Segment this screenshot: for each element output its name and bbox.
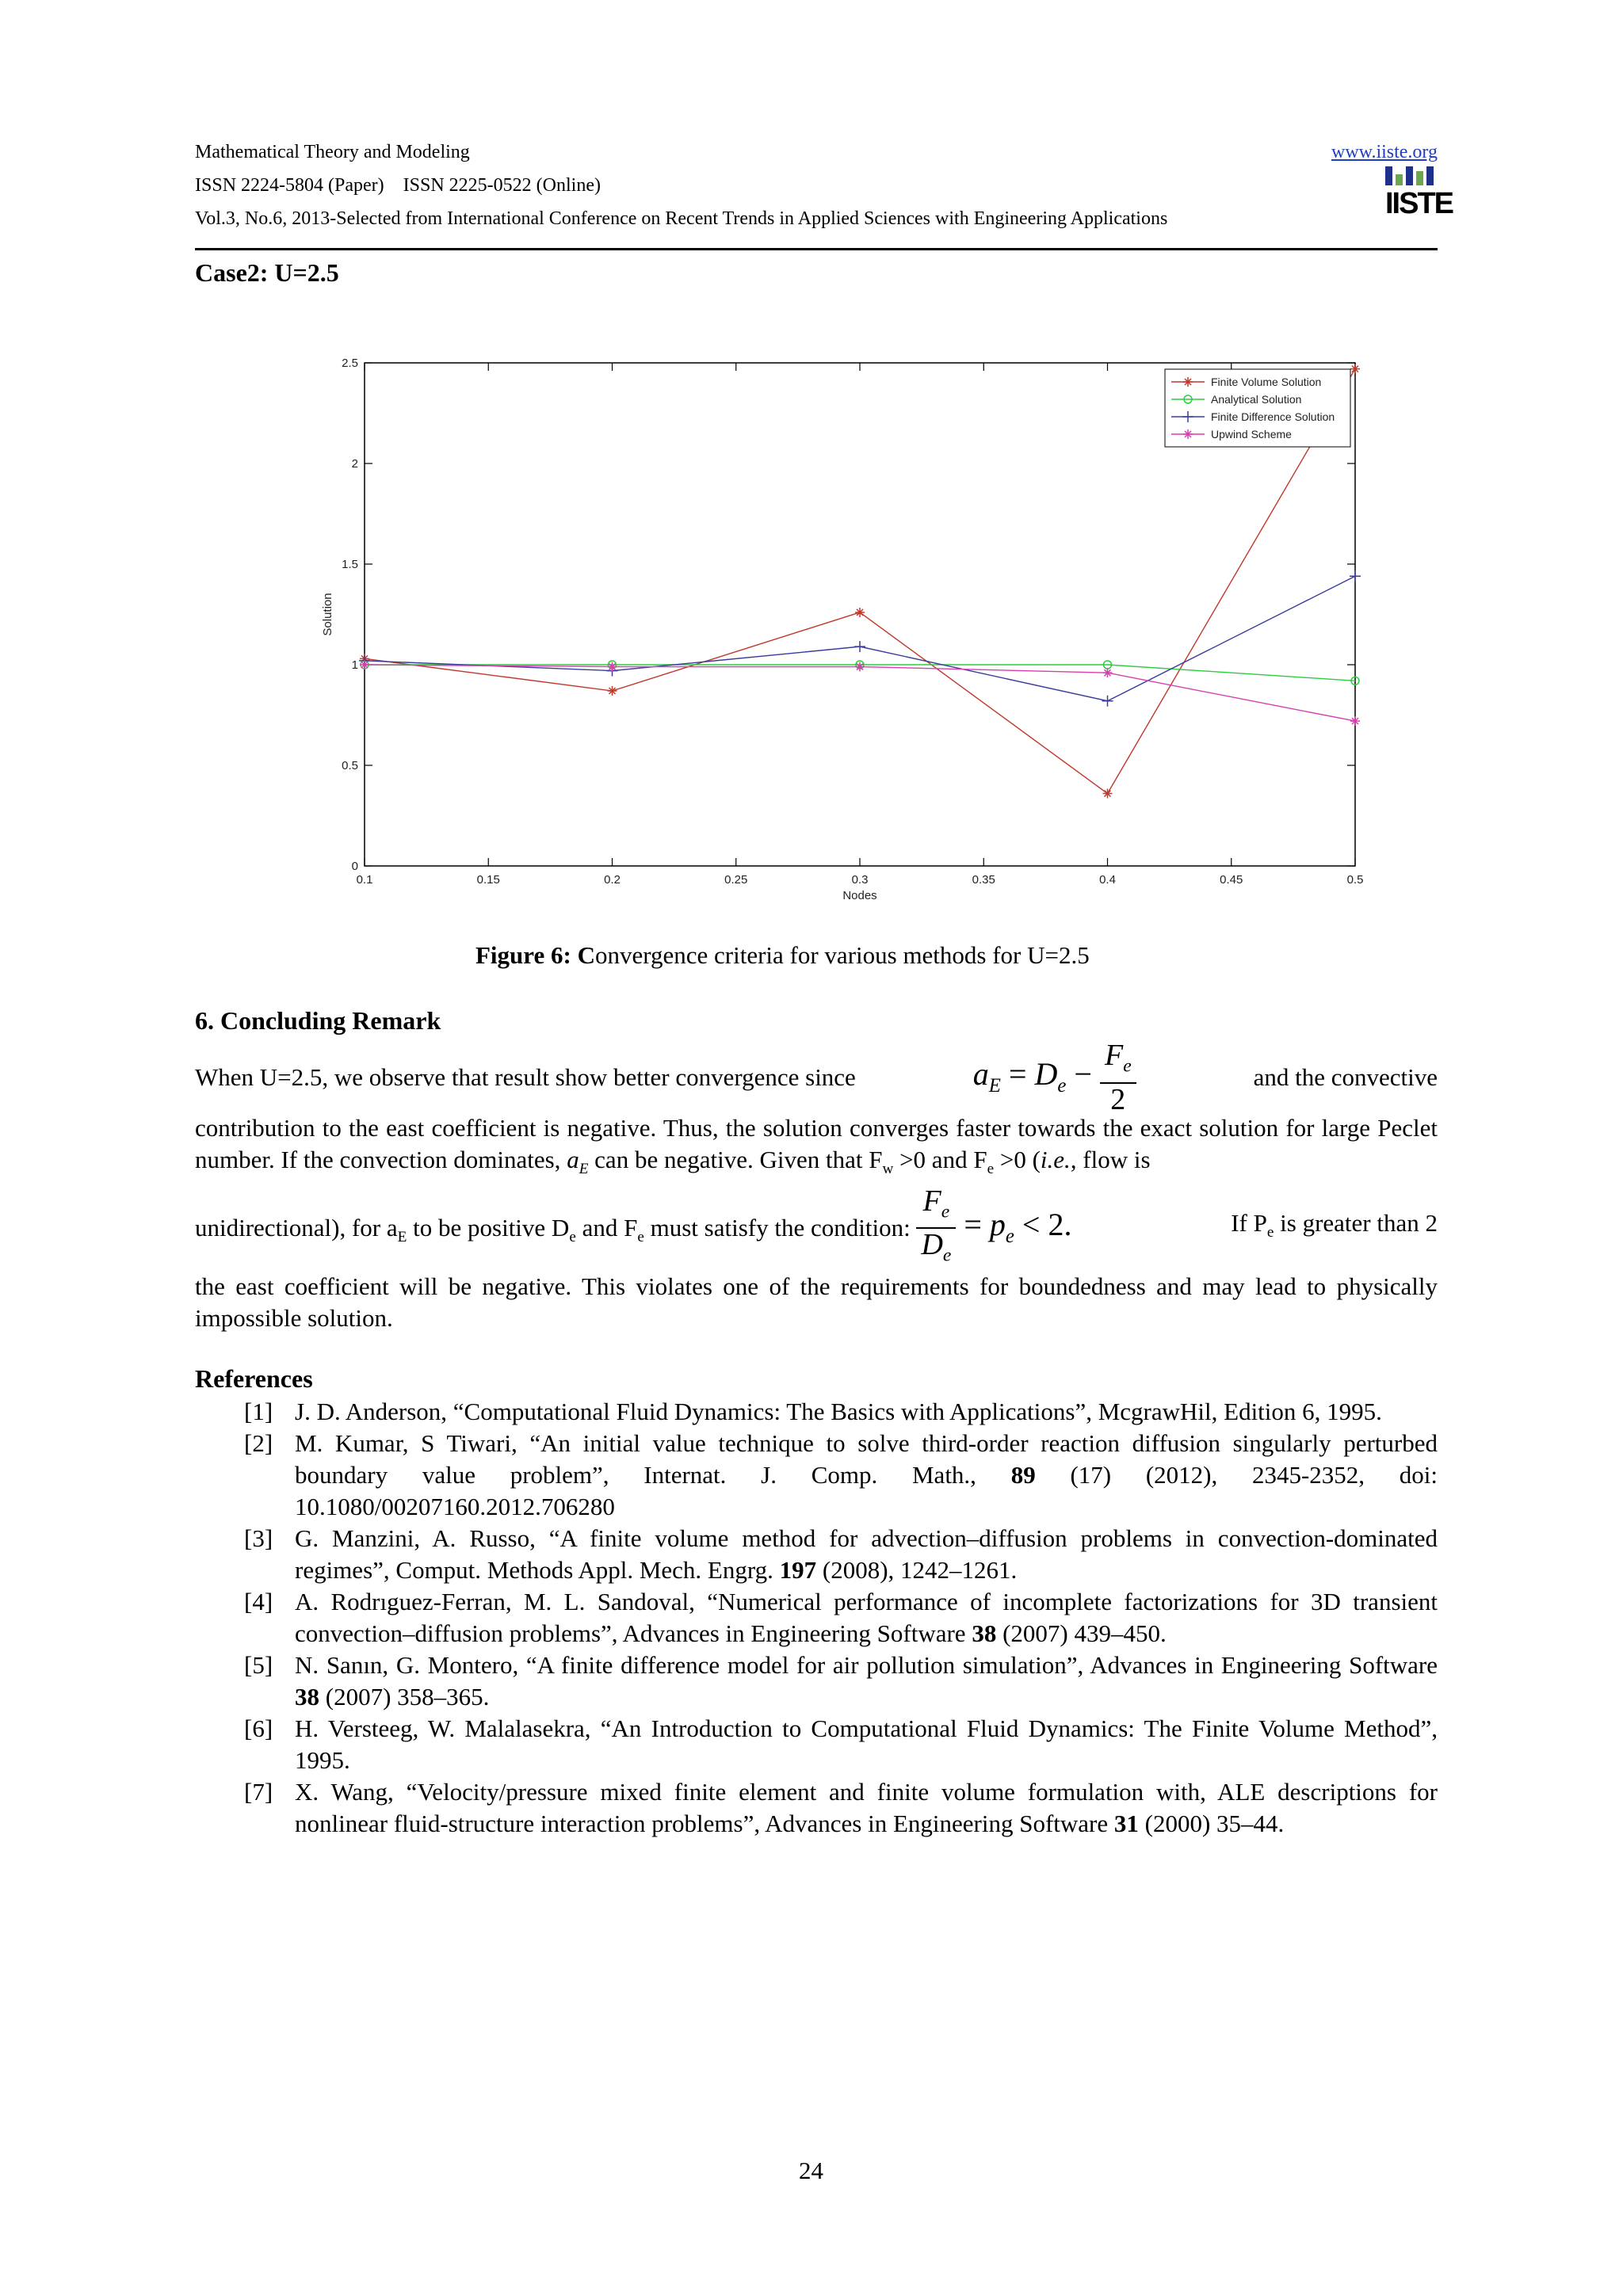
x-tick-label: 0.45 (1220, 873, 1243, 887)
website-link[interactable]: www.iiste.org (1331, 142, 1438, 162)
legend-entry: Finite Difference Solution (1211, 410, 1335, 423)
reference-number: [2] (244, 1429, 273, 1457)
x-tick-label: 0.15 (476, 873, 500, 887)
references-title: References (195, 1364, 313, 1393)
reference-number: [1] (244, 1398, 273, 1425)
logo-text: IISTE (1385, 187, 1453, 220)
reference-number: [3] (244, 1524, 273, 1552)
legend-entry: Finite Volume Solution (1211, 376, 1322, 388)
x-tick-label: 0.1 (356, 873, 373, 887)
x-tick-label: 0.35 (972, 873, 995, 887)
y-tick-label: 2.5 (342, 357, 358, 370)
x-tick-label: 0.5 (1346, 873, 1364, 887)
eq-aE: $a_E = D_e$ − $\frac{F_e}{2}$ (973, 1039, 1136, 1116)
y-tick-label: 0 (351, 860, 358, 873)
reference-item: [7] X. Wang, “Velocity/pressure mixed finite element and finite volume formulation with, ALE descriptions for nonlinear fluid-structure interaction problems”, Advances in Engineering Software 31 (2000) 35–44. (244, 1778, 1438, 1837)
x-axis-label: Nodes (842, 889, 877, 902)
reference-item: [1] J. D. Anderson, “Computational Fluid Dynamics: The Basics with Applications”, McgrawHil, Edition 6, 1995. (195, 1396, 1438, 1428)
x-tick-label: 0.4 (1099, 873, 1116, 887)
figure-caption: Figure 6: Convergence criteria for various methods for U=2.5 (475, 941, 1090, 969)
page-number: 24 (799, 2157, 823, 2184)
reference-number: [5] (244, 1651, 273, 1679)
section-title: 6. Concluding Remark (195, 1006, 441, 1035)
eq-condition: $\frac{F_e}{D_e}$ = $p_e < 2$. (916, 1207, 1071, 1242)
legend-entry: Upwind Scheme (1211, 428, 1292, 441)
concluding-paragraph: When U=2.5, we observe that result show better convergence since $a_E = D_e$ − $\frac{F_e}{2}$ and the convective contribution to the east coefficient is negative. Thus, the solution converges faster towards the exact solution for large Peclet number. If the convection dominates, $a_E$ can be negative. Given that $F_w >0$ and $F_e >0$ (i.e., flow is unidirectional), for $a_E$ to be positive $D_e$ and $F_e$ must satisfy the condition: $\frac{F_e}{D_e}$ = $p_e < 2$. If $P_e$ is greater than 2 the east coefficient will be negative. This violates one of the requirements for boundedness and may lead to physically impossible solution. (195, 1039, 1438, 1333)
y-tick-label: 0.5 (342, 759, 358, 772)
reference-list (195, 1396, 1438, 1840)
y-tick-label: 1.5 (342, 558, 358, 571)
case-heading: Case2: U=2.5 (195, 258, 339, 287)
reference-number: [6] (244, 1714, 273, 1742)
reference-item: [3] G. Manzini, A. Russo, “A finite volume method for advection–diffusion problems in convection-dominated regimes”, Comput. Methods Appl. Mech. Engrg. 197 (2008), 1242–1261. (244, 1524, 1438, 1584)
x-tick-label: 0.3 (851, 873, 869, 887)
issn-line: ISSN 2224-5804 (Paper) ISSN 2225-0522 (Online) (195, 175, 601, 196)
journal-title: Mathematical Theory and Modeling (195, 142, 470, 162)
x-tick-label: 0.25 (724, 873, 748, 887)
reference-item: [5] N. Sanın, G. Montero, “A finite difference model for air pollution simulation”, Advances in Engineering Software 38 (2007) 358–365. (244, 1651, 1438, 1711)
reference-number: [4] (244, 1588, 273, 1615)
reference-item: [2] M. Kumar, S Tiwari, “An initial value technique to solve third-order reaction diffusion singularly perturbed boundary value problem”, Internat. J. Comp. Math., 89 (17) (2012), 2345-2352, doi: 10.1080/00207160.2012.706280 (244, 1429, 1438, 1520)
legend-entry: Analytical Solution (1211, 393, 1302, 406)
reference-item: [6] H. Versteeg, W. Malalasekra, “An Introduction to Computational Fluid Dynamics: The Finite Volume Method”, 1995. (244, 1714, 1438, 1774)
y-tick-label: 1 (351, 658, 358, 672)
p1-a: When U=2.5, we observe that result show better convergence since (195, 1063, 856, 1091)
header-rule (195, 248, 1438, 250)
convergence-chart (309, 349, 1395, 919)
p1-b: and the convective (1253, 1063, 1438, 1091)
volume-line: Vol.3, No.6, 2013-Selected from International Conference on Recent Trends in Applied Sciences with Engineering Applications (195, 208, 1168, 229)
reference-number: [7] (244, 1778, 273, 1806)
y-tick-label: 2 (351, 457, 358, 471)
iiste-logo (1385, 166, 1453, 228)
reference-item: [4] A. Rodrıguez-Ferran, M. L. Sandoval, “Numerical performance of incomplete factorizations for 3D transient convection–diffusion problems”, Advances in Engineering Software 38 (2007) 439–450. (244, 1588, 1438, 1647)
y-axis-label: Solution (321, 593, 334, 636)
x-tick-label: 0.2 (604, 873, 621, 887)
